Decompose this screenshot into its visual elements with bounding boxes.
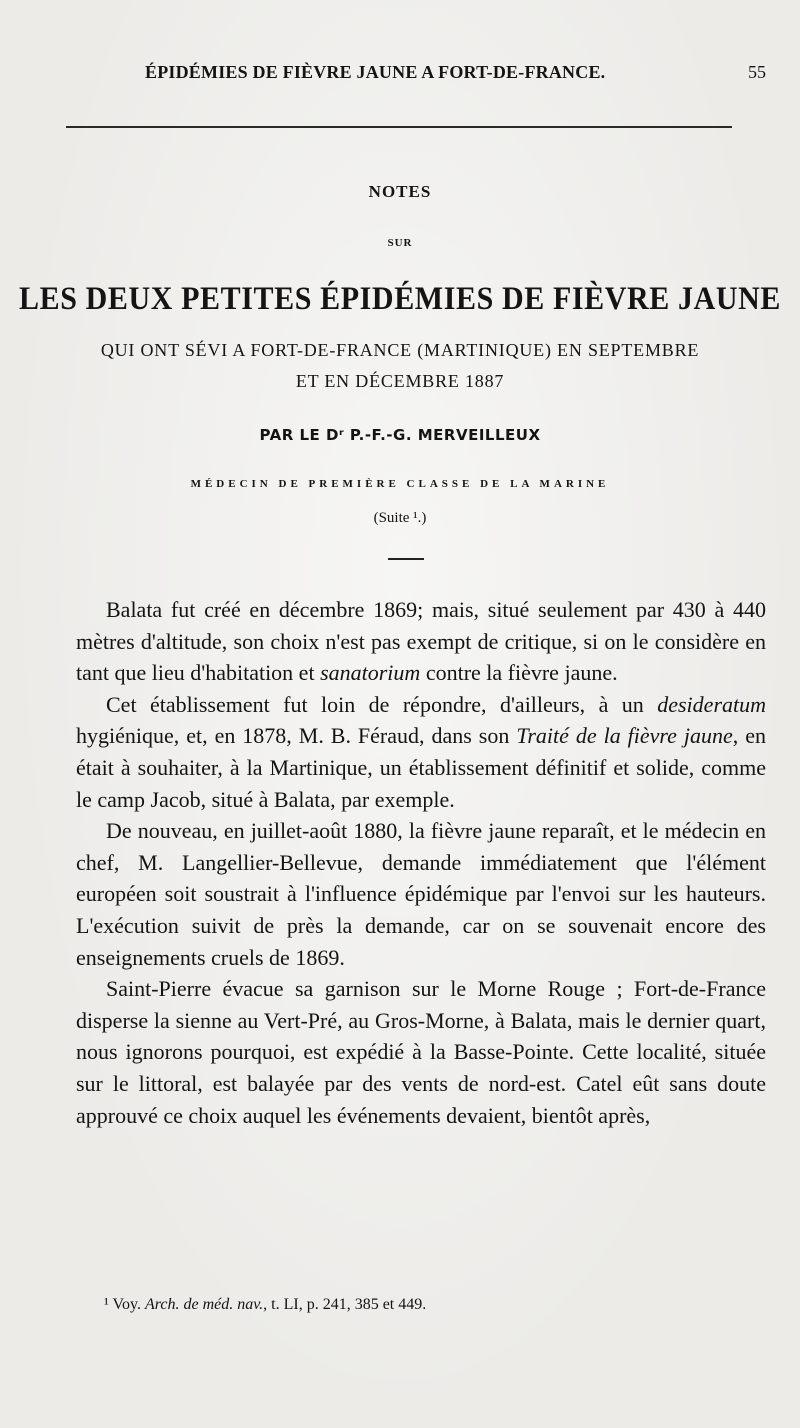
footnote: ¹ Voy. Arch. de méd. nav., t. LI, p. 241, 385 et 449. [104,1296,427,1313]
author-line: PAR LE Dʳ P.-F.-G. MERVEILLEUX [259,426,541,444]
running-header [70,62,770,88]
notes-heading: NOTES [368,182,432,201]
author-title: MÉDECIN DE PREMIÈRE CLASSE DE LA MARINE [190,478,610,490]
paragraph-3: De nouveau, en juillet-août 1880, la fièvre jaune reparaît, et le médecin en chef, M. Langellier-Bellevue, demande immédiatement que l'élément européen soit soustrait à l'influence épidémique par l'envoi sur les hauteurs. L'exécution suivit de près la demande, car on se souvenait encore des enseignements cruels de 1869. [76,818,766,970]
article-subtitle-line2: ET EN DÉCEMBRE 1887 [295,371,505,391]
footnote-marker: ¹ [104,1296,109,1313]
section-divider [388,558,424,560]
sur-heading: SUR [387,237,413,249]
italic-book-title: Traité de la fièvre jaune [516,723,733,749]
page-number: 55 [748,62,766,82]
paragraph-4: Saint-Pierre évacue sa garnison sur le Morne Rouge ; Fort-de-France disperse la sienne au Vert-Pré, au Gros-Morne, à Balata, mais le dernier quart, nous ignorons pourquoi, est expédié à la Basse-Pointe. Cette localité, située sur le littoral, est balayée par des vents de nord-est. Catel eût sans doute approuvé ce choix auquel les événements devaient, bientôt après, [76,976,766,1128]
suite-note: (Suite ¹.) [373,510,427,526]
article-title: LES DEUX PETITES ÉPIDÉMIES DE FIÈVRE JAUNE [18,280,782,317]
paragraph-1: Balata fut créé en décembre 1869; mais, situé seulement par 430 à 440 mètres d'altitude, son choix n'est pas exempt de critique, si on le considère en tant que lieu d'habitation et sanatorium contre la fièvre jaune. [76,597,766,686]
running-title: ÉPIDÉMIES DE FIÈVRE JAUNE A FORT-DE-FRANCE. [145,62,606,82]
header-rule [66,126,732,128]
italic-sanatorium: sanatorium [320,660,421,686]
body-text [76,594,766,1131]
footnote-journal: Arch. de méd. nav. [144,1296,264,1313]
paragraph-2: Cet établissement fut loin de répondre, d'ailleurs, à un desideratum hygiénique, et, en 1878, M. B. Féraud, dans son Traité de la fièvre jaune, en était à souhaiter, à la Martinique, un établissement définitif et solide, comme le camp Jacob, situé à Balata, par exemple. [76,691,767,812]
article-subtitle-line1: QUI ONT SÉVI A FORT-DE-FRANCE (MARTINIQUE) EN SEPTEMBRE [100,340,700,360]
italic-desideratum: desideratum [657,691,766,717]
